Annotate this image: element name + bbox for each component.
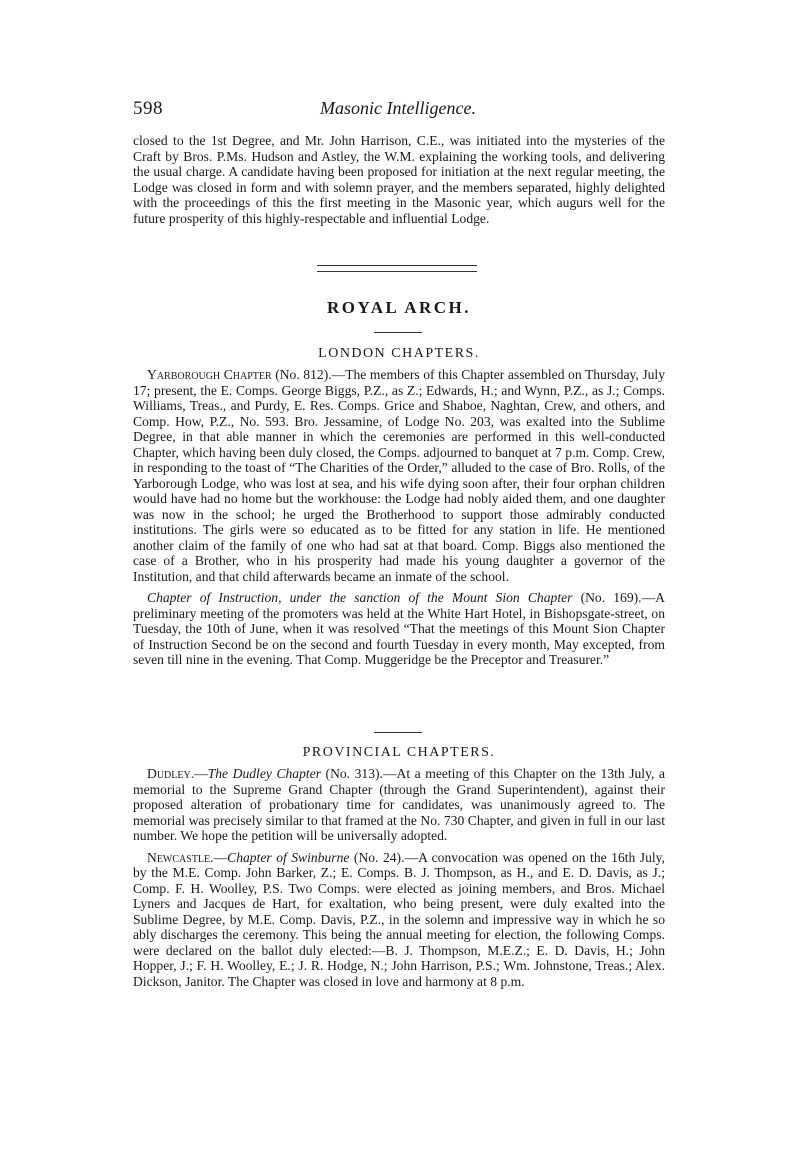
running-title: Masonic Intelligence.	[320, 98, 476, 118]
mount-sion-paragraph	[133, 590, 665, 668]
intro-paragraph-block	[133, 133, 665, 226]
dudley-text: (No. 313).—At a meeting of this Chapter on the 13th July, a memorial to the Supreme Grand Chapter (through the Grand Superintendent), against their proposed alteration of probationary time for candidates, was unanimously agreed to. The memorial was precisely similar to that framed at the No. 730 Chapter, and given in full in our last number. We hope the petition will be universally adopted.	[133, 766, 665, 843]
london-chapters-body	[133, 367, 665, 668]
dudley-paragraph	[133, 766, 665, 844]
provincial-chapters-body	[133, 766, 665, 989]
dudley-chapter: The Dudley Chapter	[207, 766, 321, 781]
newcastle-dash: —	[213, 849, 228, 865]
newcastle-place: Newcastle.	[147, 849, 214, 865]
yarborough-text: (No. 812).—The members of this Chapter assembled on Thursday, July 17; present, the E. Comps. George Biggs, P.Z., as Z.; Edwards, H.; and Wynn, P.Z., as J.; Comps. Williams, Treas., and Purdy, E. Res. Comps. Grice and Shaboe, Naghtan, Crew, and others, and Comp. How, P.Z., No. 593. Bro. Jessamine, of Lodge No. 203, was exalted into the Sublime Degree, in that able manner in which the ceremonies are performed in this well-conducted Chapter, which having been duly closed, the Comps. adjourned to banquet at 7 p.m. Comp. Crew, in responding to the toast of “The Charities of the Order,” alluded to the case of Bro. Rolls, of the Yarborough Lodge, who was lost at sea, and his wife dying soon after, their four orphan children would have had no home but the workhouse: the Lodge had nobly aided them, and one daughter was now in the school; he urged the Brotherhood to support those admirably conducted institutions. The girls were so educated as to be fitted for any station in life. He mentioned another claim of the family of one who had sat at that board. Comp. Biggs also mentioned the case of a Brother, who in his prosperity had made his young daughter a governor of the Institution, and that child afterwards became an inmate of the school.	[133, 367, 666, 584]
mount-sion-lead: Chapter of Instruction, under the sanction of the Mount Sion Chapter	[147, 590, 573, 605]
mount-sion-text: (No. 169).—A preliminary meeting of the promoters was held at the White Hart Hotel, in Bishopsgate-street, on Tuesday, the 10th of June, when it was resolved “That the meetings of this Mount Sion Chapter of Instruction Second be on the second and fourth Tuesday in every month, May excepted, from seven till nine in the evening. That Comp. Muggeridge be the Preceptor and Treasurer.”	[133, 590, 665, 667]
london-end-rule	[374, 732, 422, 733]
dudley-dash: —	[194, 766, 208, 781]
title-rule	[374, 332, 422, 333]
newcastle-paragraph	[133, 850, 665, 990]
yarborough-lead: Yarborough Chapter	[147, 367, 272, 382]
london-chapters-heading: LONDON CHAPTERS.	[318, 346, 480, 361]
section-title: ROYAL ARCH.	[326, 298, 471, 317]
newcastle-chapter: Chapter of Swinburne	[227, 849, 350, 865]
page-number: 598	[133, 98, 163, 119]
section-divider	[317, 265, 477, 272]
newcastle-text: (No. 24).—A convocation was opened on the 16th July, by the M.E. Comp. John Barker, Z.; E. Comps. B. J. Thompson, as H., and E. D. Davis, as J.; Comp. F. H. Woolley, P.S. Two Comps. were elected as joining members, and Bros. Michael Lyners and Jacques de Hart, for exaltation, who being present, were duly exalted into the Sublime Degree, by M.E. Comp. Davis, P.Z., in the solemn and impressive way in which he so ably discharges the ceremony. This being the annual meeting for election, the following Comps. were declared on the ballot duly elected:—B. J. Thompson, M.E.Z.; E. D. Davis, H.; John Hopper, J.; F. H. Woolley, E.; J. R. Hodge, N.; John Harrison, P.S.; Wm. Johnstone, Treas.; Alex. Dickson, Janitor. The Chapter was closed in love and harmony at 8 p.m.	[133, 849, 665, 989]
provincial-chapters-heading: PROVINCIAL CHAPTERS.	[302, 745, 496, 760]
intro-paragraph: closed to the 1st Degree, and Mr. John Harrison, C.E., was initiated into the mysteries of the Craft by Bros. P.Ms. Hudson and Astley, the W.M. explaining the working tools, and delivering the usual charge. A candidate having been proposed for initiation at the next regular meeting, the Lodge was closed in form and with solemn prayer, and the members separated, highly delighted with the proceedings of this the first meeting in the Masonic year, which augurs well for the future prosperity of this highly-respectable and influential Lodge.	[133, 133, 665, 226]
dudley-place: Dudley.	[147, 766, 195, 781]
page-header	[133, 98, 663, 122]
yarborough-paragraph	[133, 367, 665, 584]
